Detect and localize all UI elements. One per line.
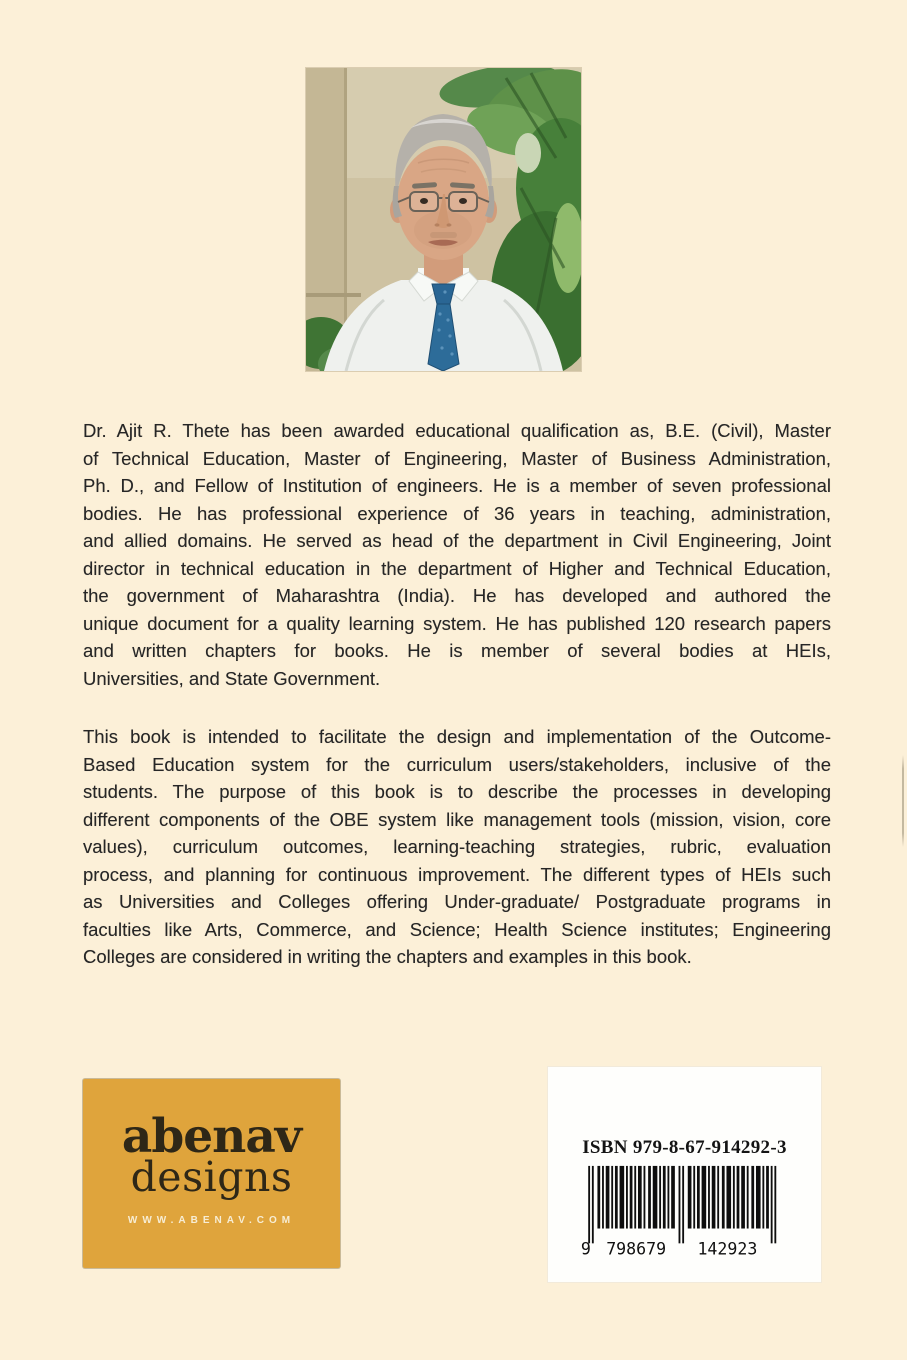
publisher-website: WWW.ABENAV.COM xyxy=(127,1215,296,1226)
text-line: bodies. He has professional experience of 36 years in teaching, administration, xyxy=(83,502,831,524)
text-line: This book is intended to facilitate the design and implementation of the Outcome- xyxy=(83,726,831,747)
isbn-barcode xyxy=(579,1163,791,1261)
text-line: the government of Maharashtra (India). He has developed and authored the xyxy=(83,585,831,606)
author-photo xyxy=(306,68,581,371)
publisher-name: abenav xyxy=(121,1109,302,1164)
text-line: unique document for a quality learning system. He has published 120 research papers xyxy=(83,612,831,634)
text-line: Ph. D., and Fellow of Institution of engineers. He is a member of seven professional xyxy=(83,475,831,496)
about-book-text xyxy=(83,723,831,971)
publisher-name-designs: designs xyxy=(130,1153,293,1201)
barcode-digits-right: 142923 xyxy=(696,1239,757,1259)
text-line: of Technical Education, Master of Engineering, Master of Business Administration, xyxy=(83,447,831,469)
text-line: students. The purpose of this book is to describe the processes in developing xyxy=(83,781,831,802)
isbn-label: ISBN 979-8-67-914292-3 xyxy=(582,1137,787,1158)
text-line: and allied domains. He served as head of the department in Civil Engineering, Joint xyxy=(83,530,831,551)
text-line: process, and planning for continuous improvement. The different types of HEIs such xyxy=(83,863,831,885)
text-line: values), curriculum outcomes, learning-teaching strategies, rubric, evaluation xyxy=(83,836,831,857)
scan-artifact-line xyxy=(902,755,904,847)
publisher-logo xyxy=(83,1079,340,1268)
barcode-digit-prefix: 9 xyxy=(580,1239,591,1259)
about-author-text xyxy=(83,417,831,692)
author-portrait-illustration xyxy=(306,68,581,371)
text-line: and written chapters for books. He is member of several bodies at HEIs, xyxy=(83,640,831,661)
text-line: faculties like Arts, Commerce, and Science; Health Science institutes; Engineering xyxy=(83,918,831,940)
barcode-graphic xyxy=(579,1163,791,1261)
text-line: director in technical education in the department of Higher and Technical Education, xyxy=(83,557,831,579)
barcode-digits-left: 798679 xyxy=(605,1239,666,1259)
text-line: as Universities and Colleges offering Under-graduate/ Postgraduate programs in xyxy=(83,891,831,912)
text-line: Dr. Ajit R. Thete has been awarded educational qualification as, B.E. (Civil), Master xyxy=(83,420,831,441)
text-line: different components of the OBE system like management tools (mission, vision, core xyxy=(83,808,831,830)
text-line: Based Education system for the curriculum users/stakeholders, inclusive of the xyxy=(83,753,831,775)
isbn-block xyxy=(547,1066,822,1283)
text-line: Colleges are considered in writing the chapters and examples in this book. xyxy=(83,946,692,967)
text-line: Universities, and State Government. xyxy=(83,667,381,689)
